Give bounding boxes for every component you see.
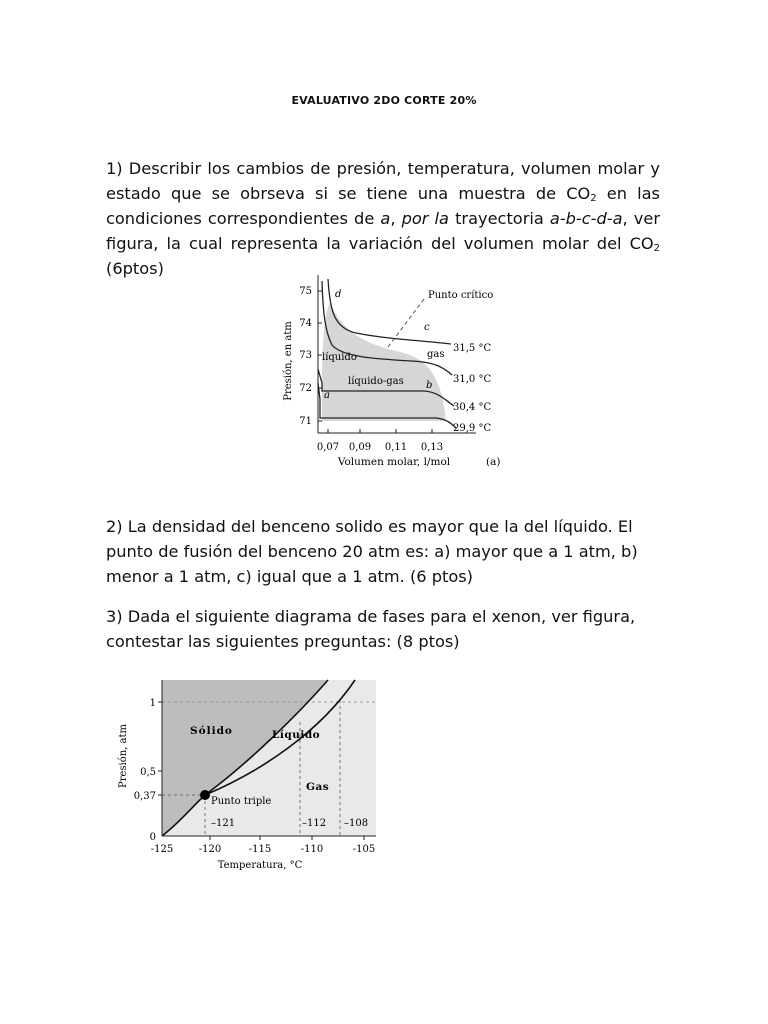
y-tick-74: 74 xyxy=(299,318,312,329)
q1-text-2: en las condiciones correspondientes de xyxy=(106,184,660,228)
region-solid-label: Sólido xyxy=(190,725,233,737)
y-tick-71: 71 xyxy=(299,416,312,427)
y-tick-72: 72 xyxy=(299,383,312,394)
y-tick-75: 75 xyxy=(299,286,312,297)
x-tick-minus110: -110 xyxy=(300,844,324,855)
isotherm-31-5-label: 31,5 °C xyxy=(453,343,492,354)
mark-minus108: –108 xyxy=(344,818,369,829)
isotherm-31-0-label: 31,0 °C xyxy=(453,374,492,385)
x-tick-011: 0,11 xyxy=(384,442,408,453)
q1-text-4: trayectoria xyxy=(448,209,550,228)
region-liquid-label: líquido xyxy=(322,352,357,363)
q1-sub-1: 2 xyxy=(590,193,597,204)
y-tick-0-37: 0,37 xyxy=(133,791,156,802)
x-tick-007: 0,07 xyxy=(316,442,340,453)
co2-isotherm-figure xyxy=(276,273,512,473)
region-gas-label: Gas xyxy=(306,781,330,793)
page-title: EVALUATIVO 2DO CORTE 20% xyxy=(291,94,477,107)
mark-minus112: –112 xyxy=(302,818,327,829)
mark-minus121: –121 xyxy=(211,818,236,829)
triple-point-marker xyxy=(200,790,210,800)
question-2: 2) La densidad del benceno solido es mayor que la del líquido. El punto de fusión del benceno 20 atm es: a) mayor que a 1 atm, b) menor a 1 atm, c) igual que a 1 atm. (6 ptos) xyxy=(106,517,638,586)
region-liquid-gas-label: líquido-gas xyxy=(348,376,404,387)
panel-label: (a) xyxy=(486,456,501,468)
q1-text-5: , ver figura, la cual representa la variación del volumen molar del CO xyxy=(106,209,660,253)
x-tick-minus115: -115 xyxy=(248,844,272,855)
region-gas-label: gas xyxy=(427,349,445,360)
q1-text-6: (6ptos) xyxy=(106,259,164,278)
y-tick-73: 73 xyxy=(299,350,312,361)
isotherm-29-9-label: 29,9 °C xyxy=(453,423,492,434)
x-tick-009: 0,09 xyxy=(348,442,372,453)
q1-italic-1: a xyxy=(380,209,391,228)
question-3: 3) Dada el siguiente diagrama de fases para el xenon, ver figura, contestar las siguientes preguntas: (8 ptos) xyxy=(106,607,636,651)
y-axis-label: Presión, atm xyxy=(118,723,129,789)
y-axis-label: Presión, en atm xyxy=(283,321,294,401)
point-c-label: c xyxy=(424,322,430,333)
triple-point-label: Punto triple xyxy=(211,796,272,807)
critical-point-label: Punto crítico xyxy=(428,290,494,301)
q1-text-3: , xyxy=(390,209,402,228)
x-tick-013: 0,13 xyxy=(420,442,444,453)
x-axis-label: Volumen molar, l/mol xyxy=(337,456,451,468)
q1-italic-2: por la xyxy=(401,209,449,228)
xenon-phase-diagram xyxy=(110,672,380,876)
q1-text-1: 1) Describir los cambios de presión, temperatura, volumen molar y estado que se obrseva si se tiene una muestra de CO xyxy=(106,159,660,203)
y-tick-0: 0 xyxy=(149,832,156,843)
point-b-label: b xyxy=(426,380,433,391)
y-tick-1: 1 xyxy=(149,698,156,709)
q1-sub-2: 2 xyxy=(653,243,660,254)
x-tick-minus125: -125 xyxy=(150,844,174,855)
y-tick-0-5: 0,5 xyxy=(140,767,156,778)
point-d-label: d xyxy=(335,289,342,300)
q1-italic-3: a-b-c-d-a xyxy=(549,209,623,228)
isotherm-30-4-label: 30,4 °C xyxy=(453,402,492,413)
x-tick-minus120: -120 xyxy=(198,844,222,855)
point-a-label: a xyxy=(324,390,330,401)
x-axis-label: Temperatura, °C xyxy=(217,860,303,871)
x-tick-minus105: -105 xyxy=(352,844,376,855)
question-1 xyxy=(106,156,660,281)
region-liquid-label: Líquido xyxy=(272,729,321,741)
